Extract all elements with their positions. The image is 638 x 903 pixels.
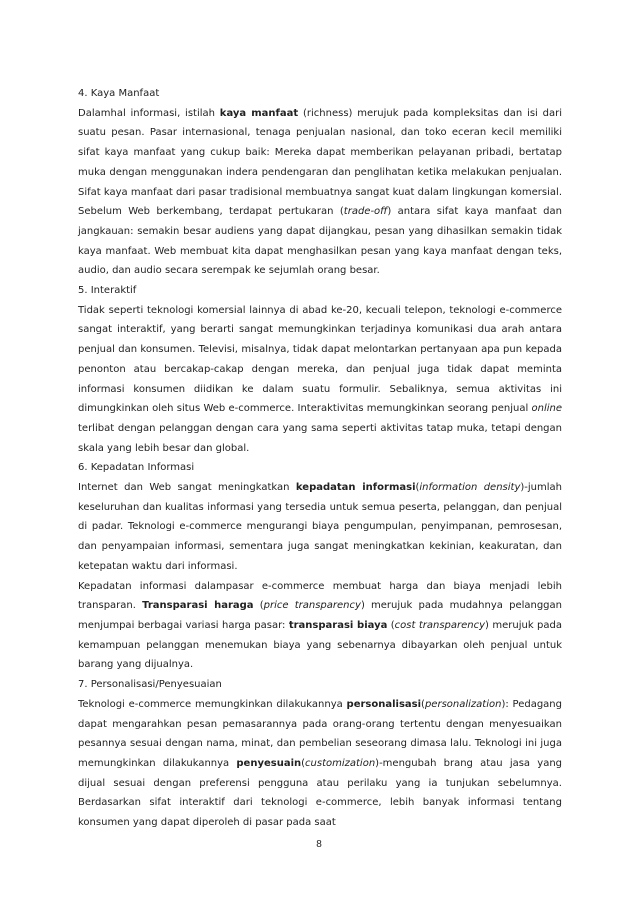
bold-term: transparasi biaya (288, 619, 388, 631)
text-run: Internet dan Web sangat meningkatkan (78, 482, 296, 494)
text-run: )-mengubah brang atau jasa yang dijual sesuai dengan preferensi pengguna atau perilaku yang ia tunjukan sebelumnya. Berdasarkan sifat interaktif dari teknologi e-commerce, lebih banyak informasi tentang konsumen yang dapat diperoleh di pasar pada saat (78, 757, 563, 829)
text-run: ) merujuk pada kemampuan pelanggan menemukan biaya yang sebenarnya dibayarkan oleh penjual untuk barang yang dijualnya. (78, 619, 562, 671)
paragraph (78, 478, 562, 577)
text-run: Teknologi e-commerce memungkinkan dilakukannya (78, 698, 347, 710)
page-content (78, 84, 562, 833)
bold-term: personalisasi (346, 698, 422, 710)
italic-term: customization (305, 757, 376, 769)
section-heading: 4. Kaya Manfaat (78, 88, 160, 99)
text-run: ( (415, 482, 420, 494)
paragraph (78, 577, 562, 676)
bold-term: kepadatan informasi (295, 482, 416, 494)
italic-term: trade-off (343, 206, 388, 218)
text-run: terlibat dengan pelanggan dengan cara yang sama seperti aktivitas tatap muka, tetapi dengan skala yang lebih besar dan global. (78, 422, 562, 454)
italic-term: personalization (424, 698, 502, 710)
text-run: ( (421, 698, 425, 710)
text-run: Kepadatan informasi dalampasar e-commerce membuat harga dan biaya menjadi lebih transparan. (78, 580, 562, 612)
paragraph (78, 104, 562, 281)
italic-term: online (531, 403, 562, 415)
text-run: ( (253, 600, 264, 612)
section-heading: 7. Personalisasi/Penyesuaian (78, 679, 222, 691)
text-run: ( (301, 757, 306, 769)
section-heading: 6. Kepadatan Informasi (78, 462, 195, 474)
italic-term: price transparency (263, 600, 361, 612)
bold-term: kaya manfaat (219, 107, 299, 119)
text-run: Dalamhal informasi, istilah (78, 107, 220, 119)
text-run: (richness) merujuk pada kompleksitas dan isi dari suatu pesan. Pasar internasional, tenaga penjualan nasional, dan toko eceran kecil memiliki sifat kaya manfaat yang cukup baik: Mereka dapat memberikan pelayanan pribadi, bertatap muka dengan menggunakan indera pendengaran dan penglihatan ketika melakukan penjualan. Sifat kaya manfaat dari pasar tradisional membuatnya sangat kuat dalam lingkungan komersial. Sebelum Web berkembang, terdapat pertukaran ( (78, 107, 562, 218)
section-heading: 5. Interaktif (78, 285, 137, 297)
text-run: )-jumlah keseluruhan dan kualitas informasi yang tersedia untuk semua peserta, pelanggan, dan penjual di padar. Teknologi e-commerce mengurangi biaya pengumpulan, penyimpanan, pemrosesan, dan penyampaian informasi, sementara juga sangat meningkatkan kekinian, keakuratan, dan ketepatan waktu dari informasi. (78, 482, 562, 572)
bold-term: Transparasi haraga (142, 600, 254, 612)
bold-term: penyesuain (236, 757, 302, 769)
italic-term: cost transparency (394, 619, 486, 631)
text-run: Tidak seperti teknologi komersial lainnya di abad ke-20, kecuali telepon, teknologi e-commerce sangat interaktif, yang berarti sangat memungkinkan terjadinya komunikasi dua arah antara penjual dan konsumen. Televisi, misalnya, tidak dapat melontarkan pertanyaan apa pun kepada penonton atau bercakap-cakap dengan mereka, dan penjual juga tidak dapat meminta informasi konsumen diidikan ke dalam suatu formulir. Sebaliknya, semua aktivitas ini dimungkinkan oleh situs Web e-commerce. Interaktivitas memungkinkan seorang penjual (78, 304, 562, 415)
page-number: 8 (316, 839, 322, 850)
text-run: ( (387, 619, 395, 631)
paragraph (78, 695, 562, 833)
text-run: ) merujuk pada mudahnya pelanggan menjumpai berbagai variasi harga pasar: (78, 600, 562, 631)
italic-term: information density (419, 482, 521, 494)
paragraph (78, 301, 562, 459)
text-run: ) antara sifat kaya manfaat dan jangkauan: semakin besar audiens yang dapat dijangkau, pesan yang dihasilkan semakin tidak kaya manfaat. Web membuat kita dapat menghasilkan pesan yang kaya manfaat dengan teks, audio, dan audio secara serempak ke sejumlah orang besar. (78, 206, 562, 277)
text-run: ): Pedagang dapat mengarahkan pesan pemasarannya pada orang-orang tertentu dengan menyesuaikan pesannya sesuai dengan nama, minat, dan pembelian seseorang dimasa lalu. Teknologi ini juga memungkinkan dilakukannya (78, 698, 562, 769)
